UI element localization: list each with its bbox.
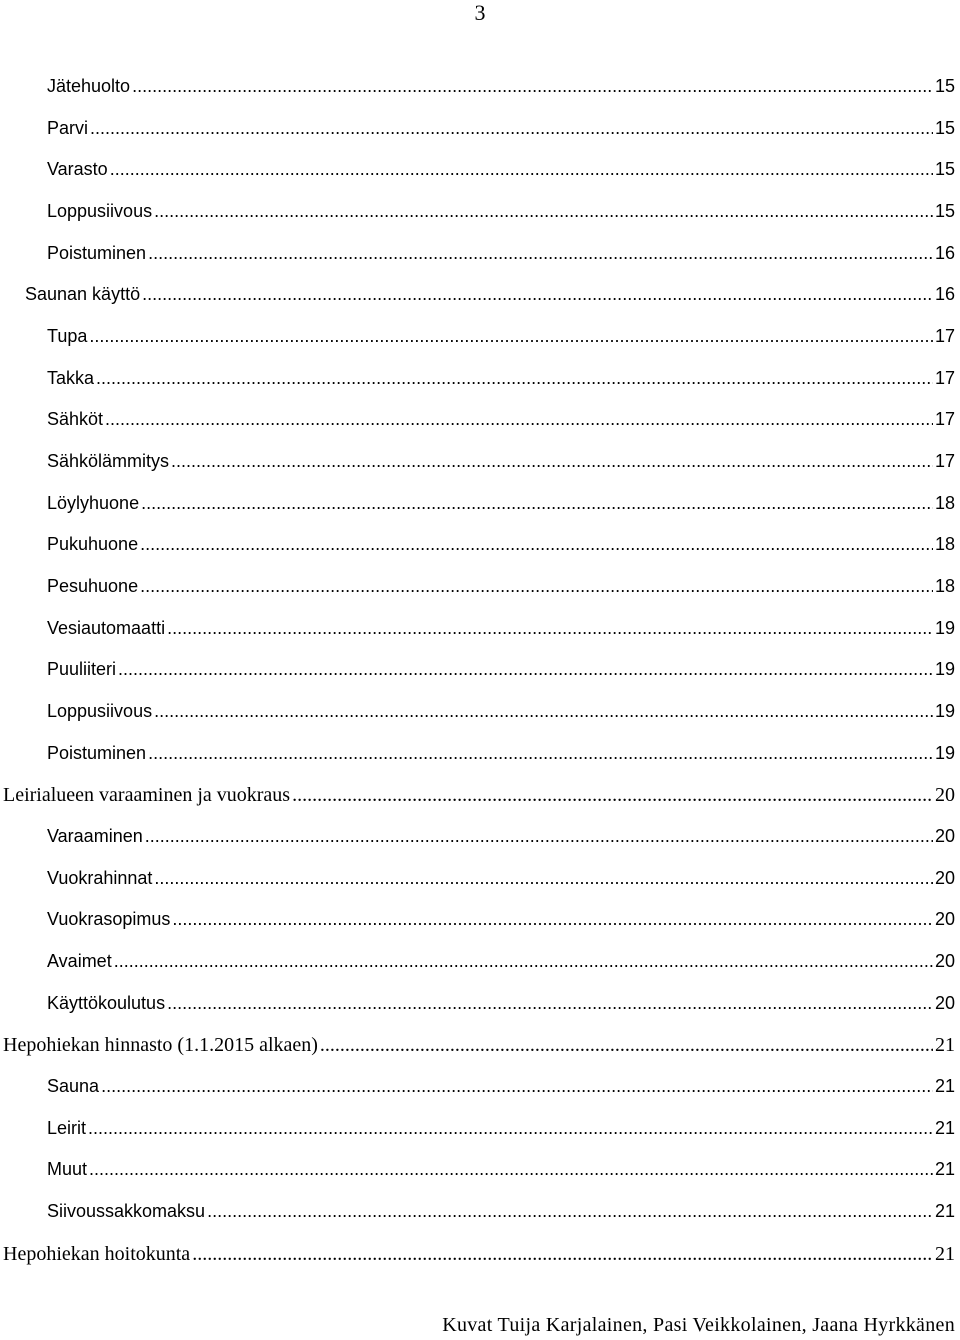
- toc-entry-title: Vuokrahinnat: [47, 867, 153, 888]
- toc-entry[interactable]: [0, 398, 960, 440]
- toc-entry-title: Leirialueen varaaminen ja vuokraus: [3, 784, 291, 807]
- toc-entry[interactable]: [0, 1148, 960, 1190]
- toc-dot-leader: [171, 451, 933, 472]
- toc-dot-leader: [132, 76, 933, 97]
- toc-entry[interactable]: [0, 773, 960, 815]
- toc-dot-leader: [172, 909, 933, 930]
- toc-entry-page: 15: [934, 201, 955, 222]
- toc-dot-leader: [148, 243, 933, 264]
- toc-dot-leader: [105, 409, 933, 430]
- toc-dot-leader: [90, 118, 933, 139]
- toc-entry[interactable]: [0, 648, 960, 690]
- toc-entry-title: Loppusiivous: [47, 201, 153, 222]
- toc-entry-page: 15: [934, 159, 955, 180]
- toc-entry-page: 19: [934, 701, 955, 722]
- toc-dot-leader: [142, 284, 933, 305]
- toc-dot-leader: [140, 534, 933, 555]
- toc-entry-title: Poistuminen: [47, 742, 147, 763]
- toc-entry-page: 18: [934, 576, 955, 597]
- toc-entry-page: 19: [934, 617, 955, 638]
- toc-entry-page: 17: [934, 326, 955, 347]
- toc-dot-leader: [320, 1034, 933, 1057]
- toc-dot-leader: [148, 743, 933, 764]
- toc-entry-title: Sauna: [47, 1076, 100, 1097]
- toc-entry-title: Puuliiteri: [47, 659, 117, 680]
- toc-entry-title: Löylyhuone: [47, 492, 140, 513]
- page-number: 3: [474, 0, 486, 25]
- toc-entry-title: Siivoussakkomaksu: [47, 1201, 206, 1222]
- toc-entry-page: 17: [934, 451, 955, 472]
- toc-entry-page: 17: [934, 367, 955, 388]
- toc-dot-leader: [207, 1201, 933, 1222]
- toc-entry[interactable]: [0, 815, 960, 857]
- toc-entry[interactable]: [0, 148, 960, 190]
- toc-dot-leader: [118, 659, 933, 680]
- toc-entry-title: Saunan käyttö: [25, 284, 141, 305]
- toc-entry[interactable]: [0, 940, 960, 982]
- toc-entry[interactable]: [0, 1107, 960, 1149]
- toc-dot-leader: [101, 1076, 933, 1097]
- toc-dot-leader: [292, 784, 933, 807]
- toc-dot-leader: [167, 618, 933, 639]
- toc-entry-page: 21: [935, 1034, 955, 1057]
- toc-entry-title: Takka: [47, 367, 95, 388]
- toc-dot-leader: [154, 201, 933, 222]
- toc-entry-title: Hepohiekan hoitokunta: [3, 1242, 191, 1265]
- toc-entry-page: 18: [934, 492, 955, 513]
- toc-dot-leader: [89, 326, 933, 347]
- toc-entry[interactable]: [0, 732, 960, 774]
- toc-entry[interactable]: [0, 1232, 960, 1274]
- toc-entry[interactable]: [0, 857, 960, 899]
- toc-entry-title: Muut: [47, 1159, 88, 1180]
- toc-entry[interactable]: [0, 482, 960, 524]
- toc-entry[interactable]: [0, 107, 960, 149]
- toc-entry[interactable]: [0, 1190, 960, 1232]
- toc-entry-page: 15: [934, 76, 955, 96]
- toc-entry-page: 20: [934, 826, 955, 847]
- toc-entry-title: Varasto: [47, 159, 108, 180]
- toc-entry-page: 21: [934, 1159, 955, 1180]
- toc-dot-leader: [88, 1118, 933, 1139]
- toc-dot-leader: [154, 868, 933, 889]
- toc-entry-title: Loppusiivous: [47, 701, 153, 722]
- toc-entry-title: Vesiautomaatti: [47, 617, 166, 638]
- toc-entry-title: Parvi: [47, 117, 89, 138]
- toc-entry[interactable]: [0, 190, 960, 232]
- toc-entry-title: Hepohiekan hinnasto (1.1.2015 alkaen): [3, 1034, 318, 1057]
- toc-entry-page: 20: [935, 784, 955, 807]
- toc-entry-page: 20: [934, 951, 955, 972]
- toc-entry-title: Avaimet: [47, 951, 112, 972]
- table-of-contents: [0, 65, 960, 1273]
- toc-entry-page: 20: [934, 867, 955, 888]
- toc-entry[interactable]: [0, 898, 960, 940]
- toc-entry[interactable]: [0, 523, 960, 565]
- toc-entry[interactable]: [0, 65, 960, 107]
- toc-entry-title: Sähköt: [47, 409, 104, 430]
- toc-entry-page: 21: [934, 1076, 955, 1097]
- toc-entry-page: 15: [934, 117, 955, 138]
- toc-entry-page: 20: [934, 909, 955, 930]
- toc-entry-title: Leirit: [47, 1117, 87, 1138]
- toc-entry-page: 19: [934, 742, 955, 763]
- toc-dot-leader: [154, 701, 933, 722]
- toc-entry[interactable]: [0, 440, 960, 482]
- toc-entry-page: 21: [935, 1242, 955, 1265]
- toc-entry-page: 20: [934, 992, 955, 1013]
- toc-dot-leader: [167, 993, 933, 1014]
- toc-entry-title: Tupa: [47, 326, 88, 347]
- toc-entry-page: 19: [934, 659, 955, 680]
- toc-entry[interactable]: [0, 273, 960, 315]
- toc-entry-title: Poistuminen: [47, 242, 147, 263]
- toc-entry-title: Jätehuolto: [47, 76, 131, 96]
- toc-dot-leader: [89, 1159, 933, 1180]
- toc-entry[interactable]: [0, 232, 960, 274]
- toc-dot-leader: [114, 951, 933, 972]
- toc-entry[interactable]: [0, 982, 960, 1024]
- toc-dot-leader: [140, 576, 933, 597]
- toc-dot-leader: [96, 368, 933, 389]
- toc-entry-page: 16: [934, 242, 955, 263]
- toc-dot-leader: [141, 493, 933, 514]
- toc-entry-page: 16: [934, 284, 955, 305]
- toc-entry-page: 21: [934, 1201, 955, 1222]
- toc-entry-title: Varaaminen: [47, 826, 143, 847]
- toc-entry[interactable]: [0, 1023, 960, 1065]
- toc-entry-page: 21: [934, 1117, 955, 1138]
- toc-entry[interactable]: [0, 315, 960, 357]
- photo-credits: Kuvat Tuija Karjalainen, Pasi Veikkolainen, Jaana Hyrkkänen: [442, 1314, 955, 1336]
- toc-entry[interactable]: [0, 357, 960, 399]
- toc-dot-leader: [110, 159, 933, 180]
- toc-entry[interactable]: [0, 1065, 960, 1107]
- toc-entry-title: Pukuhuone: [47, 534, 139, 555]
- toc-dot-leader: [192, 1243, 933, 1266]
- toc-entry-title: Sähkölämmitys: [47, 451, 170, 472]
- toc-entry-page: 18: [934, 534, 955, 555]
- toc-entry[interactable]: [0, 607, 960, 649]
- toc-entry-page: 17: [934, 409, 955, 430]
- toc-entry[interactable]: [0, 565, 960, 607]
- toc-entry[interactable]: [0, 690, 960, 732]
- toc-entry-title: Pesuhuone: [47, 576, 139, 597]
- toc-entry-title: Vuokrasopimus: [47, 909, 171, 930]
- toc-entry-title: Käyttökoulutus: [47, 992, 166, 1013]
- toc-dot-leader: [145, 826, 933, 847]
